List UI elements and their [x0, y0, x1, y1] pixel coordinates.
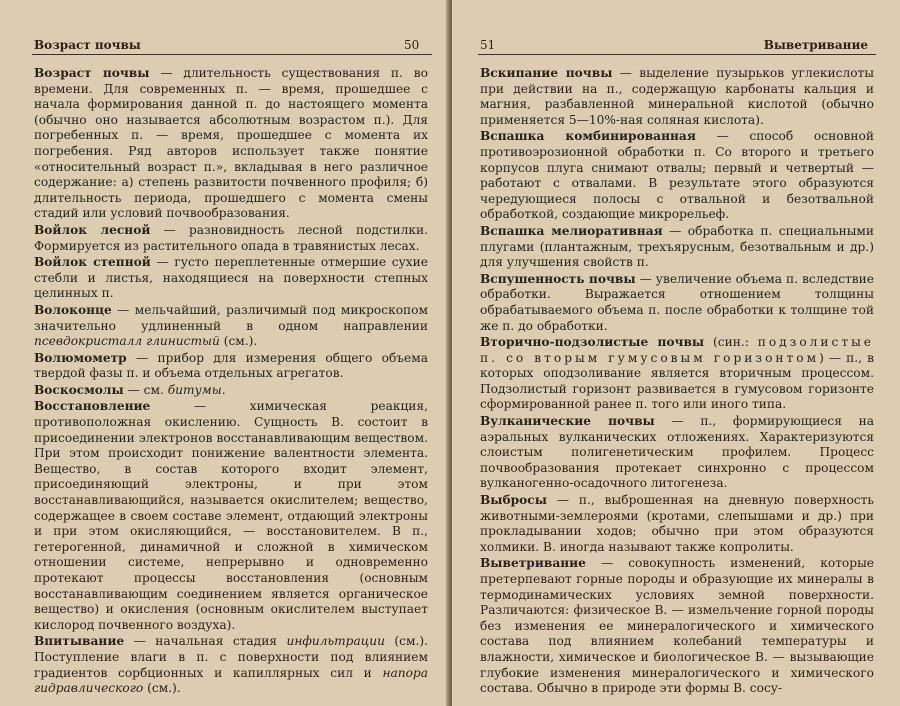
dictionary-entry: Выбросы — п., выброшенная на дневную поверхность животными-землероями (кротами, слепышами и др.) при прокладывании ходов; обычно при этом образуются холмики. В. иногда называют также копролиты. — [480, 493, 874, 554]
right-header-rule — [478, 54, 876, 55]
dictionary-entry: Вскипание почвы — выделение пузырьков углекислоты при действии на п., содержащую карбонаты кальция и магния, разбавленной минеральной кислотой (обычно применяется 5—10%-ная соляная кислота). — [480, 66, 874, 127]
dictionary-entry: Вулканические почвы — п., формирующиеся на аэральных вулканических отложениях. Характеризуются слоистым полигенетическим профилем. Процесс почвообразования протекает синхронно с процессом вулканогенно-осадочного литогенеза. — [480, 414, 874, 491]
dictionary-entry: Вторично-подзолистые почвы (син.: подзолистые п. со вторым гумусовым горизонтом) — п., в которых оподзоливание является вторичным процессом. Подзолистый горизонт развивается в гумусовом горизонте сформированной ранее п. того или иного типа. — [480, 335, 874, 412]
left-page-number: 50 — [404, 38, 420, 52]
left-column — [34, 66, 428, 698]
dictionary-entry: Вспушенность почвы — увеличение объема п. вследствие обработки. Выражается отношением толщины обрабатываемого объема п. после обработки к толщине той же п. до обработки. — [480, 271, 874, 333]
right-page-number: 51 — [480, 38, 496, 52]
dictionary-entry: Воскосмолы — см. битумы. — [34, 382, 226, 397]
right-running-head: Выветривание — [763, 38, 868, 52]
right-page — [452, 0, 900, 706]
dictionary-entry: Выветривание — совокупность изменений, которые претерпевают горные породы и образующие их минералы в термодинамических условиях земной поверхности. Различаются: физическое В. — измельчение горной породы без изменения ее минералогического и химического состава под влиянием колебаний температуры и влажности, химическое и биологическое В. — вызывающие глубокие изменения минералогического и химического состава. Обычно в природе эти формы В. сосу- — [480, 556, 874, 696]
dictionary-entry: Волюмометр — прибор для измерения общего объема твердой фазы п. и объема отдельных агрегатов. — [34, 350, 428, 381]
dictionary-entry: Войлок лесной — разновидность лесной подстилки. Формируется из растительного опада в травянистых лесах. — [34, 222, 429, 253]
left-running-head: Возраст почвы — [34, 38, 141, 52]
right-column — [480, 66, 874, 698]
dictionary-entry: Войлок степной — густо переплетенные отмершие сухие стебли и листья, находящиеся на поверхности степных целинных п. — [34, 255, 428, 301]
dictionary-entry: Волоконце — мельчайший, различимый под микроскопом значительно удлиненный в одном направлении псевдокристалл глинистый (см.). — [34, 302, 428, 349]
dictionary-entry: Восстановление — химическая реакция, противоположная окислению. Сущность В. состоит в присоединении электронов восстанавливающим веществом. При этом происходит понижение валентности элемента. Вещество, в состав которого входит элемент, присоединяющий электроны, и при этом восстанавливающийся, называется окислителем; вещество, содержащее в своем составе элемент, отдающий электроны и при этом окисляющийся, — восстановителем. В п., гетерогенной, динамичной и сложной в химическом отношении системе, непрерывно и одновременно протекают процессы восстановления (основным восстанавливающим соединением является органическое вещество) и окисления (основным окислителем выступает кислород почвенного воздуха). — [34, 399, 428, 632]
left-header-rule — [32, 54, 432, 55]
dictionary-entry: Вспашка комбинированная — способ основной противоэрозионной обработки п. Со второго и третьего корпусов плуга снимают отвалы; первый и четвертый — работают с отвалами. В результате этого образуются чередующиеся полосы с отвальной и безотвальной обработкой, создающие микрорельеф. — [480, 129, 875, 222]
dictionary-entry: Впитывание — начальная стадия инфильтрации (см.). Поступление влаги в п. с поверхности под влиянием градиентов сорбционных и капиллярных сил и напора гидравлического (см.). — [34, 634, 428, 696]
dictionary-entry: Возраст почвы — длительность существования п. во времени. Для современных п. — время, прошедшее с начала формирования данной п. до настоящего момента (обычно оно называется абсолютным возрастом п.). Для погребенных п. — время, прошедшее с момента их погребения. Ряд авторов использует также понятие «относительный возраст п.», вкладывая в него различное содержание: а) степень развитости почвенного профиля; б) длительность периода, прошедшего с момента смены стадий или условий почвообразования. — [34, 66, 428, 221]
dictionary-entry: Вспашка мелиоративная — обработка п. специальными плугами (плантажным, трехъярусным, безотвальным и др.) для улучшения свойств п. — [480, 223, 874, 270]
